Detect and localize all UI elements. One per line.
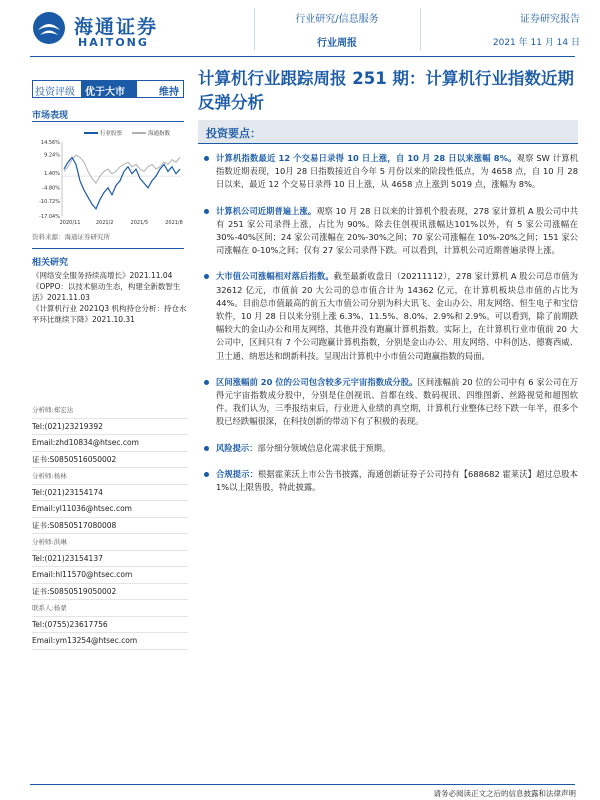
related-item[interactable]: 《OPPO：以技术驱动生态，构建全新数智生活》2021.11.03 xyxy=(32,282,181,302)
investment-points xyxy=(202,152,578,507)
bullet-icon xyxy=(204,380,209,385)
haitong-logo-icon xyxy=(32,10,66,46)
header-divider xyxy=(254,8,255,50)
x-tick-label: 2020/11 xyxy=(59,220,81,226)
contact-email[interactable]: Email:ym13254@htsec.com xyxy=(32,633,188,650)
analyst-tel: Tel:(021)23154137 xyxy=(32,551,188,568)
related-item[interactable]: 《计算机行业 2021Q3 机构持仓分析：持仓水平环比继续下降》2021.10.31 xyxy=(32,304,187,324)
bullet-icon xyxy=(204,472,209,477)
x-tick-label: 2021/8 xyxy=(165,220,183,226)
analyst-cert: 证书:S0850517080008 xyxy=(32,518,188,535)
investment-point xyxy=(202,270,578,362)
investment-points-header xyxy=(198,120,578,144)
page-header xyxy=(0,0,600,58)
analyst-card xyxy=(32,468,188,534)
analyst-email[interactable]: Email:yl11036@htsec.com xyxy=(32,501,188,518)
risk-point xyxy=(202,442,578,455)
bullet-icon xyxy=(204,209,209,214)
analyst-tel: Tel:(021)23219392 xyxy=(32,419,188,436)
footer-rule xyxy=(30,784,575,785)
investment-point xyxy=(202,152,578,192)
analyst-tel: Tel:(021)23154174 xyxy=(32,485,188,502)
point-lead: 区间涨幅前 20 位的公司包含较多元宇宙指数成分股。 xyxy=(216,376,418,387)
header-rule xyxy=(30,56,575,57)
investment-rating xyxy=(32,80,184,98)
analyst-cert: 证书:S0850519050002 xyxy=(32,584,188,601)
haitong-logo xyxy=(32,10,202,50)
market-performance-chart xyxy=(32,130,187,230)
footer-disclaimer[interactable]: 请务必阅读正文之后的信息披露和法律声明 xyxy=(433,789,576,798)
contact-tel: Tel:(0755)23617756 xyxy=(32,617,188,634)
legend-swatch-sector xyxy=(84,132,98,134)
contact-name: 联系人:杨蒙 xyxy=(32,600,188,617)
chart-legend xyxy=(84,130,171,137)
bullet-icon xyxy=(204,446,209,451)
legend-label-index: 海通指数 xyxy=(148,131,171,137)
bullet-icon xyxy=(204,274,209,279)
analyst-email[interactable]: Email:zhd10834@htsec.com xyxy=(32,435,188,452)
market-heading: 市场表现 xyxy=(32,111,69,121)
rating-action: 维持 xyxy=(159,87,179,98)
analyst-card xyxy=(32,402,188,468)
y-tick-label: -17.04% xyxy=(39,214,60,220)
investment-point xyxy=(202,205,578,258)
report-frequency: 行业周报 xyxy=(317,38,357,49)
point-body: 观察 10 月 28 日以来的计算机个股表现，278 家计算机 A 股公司中共有 251 家公司录得上涨，占比为 90%。除去住创视讯涨幅达101%以外，有 5 家公司涨幅在 30%-40%区间；24 家公司涨幅在 20%-30%之间；70 家公司涨幅在 10%-20%之间；151 家公司涨幅在 0-10%之间；仅有 27 家公司录得下跌。可以看到，计算机公司近期普遍录得上涨。 xyxy=(216,205,578,256)
legend-label-sector: 行业股票 xyxy=(100,131,123,137)
y-tick-label: -4.80% xyxy=(42,185,60,192)
section-rule xyxy=(32,248,184,249)
header-report-block xyxy=(450,10,580,48)
analyst-email[interactable]: Email:hl11570@htsec.com xyxy=(32,567,188,584)
point-lead: 计算机指数最近 12 个交易日录得 10 日上涨，自 10 月 28 日以来涨幅 8%。 xyxy=(216,153,517,163)
investment-point xyxy=(202,376,578,429)
point-lead: 计算机公司近期普遍上涨。 xyxy=(216,205,317,216)
logo-english-name: HAITONG xyxy=(78,36,149,49)
point-lead: 合规提示： xyxy=(216,468,259,479)
logo-chinese-name: 海通证券 xyxy=(74,16,159,38)
contact-card xyxy=(32,600,188,650)
point-body: 部分细分领域信息化需求低于预期。 xyxy=(257,442,391,453)
point-lead: 风险提示： xyxy=(216,442,258,453)
analyst-card xyxy=(32,534,188,600)
rating-label: 投资评级 xyxy=(33,81,81,97)
x-axis xyxy=(60,220,183,226)
bullet-icon xyxy=(204,156,209,161)
series-line-index xyxy=(64,155,180,183)
point-body: 根据霍莱沃上市公告书披露，海通创新证券子公司持有【688682 霍莱沃】超过总股本 1%以上限售股，特此披露。 xyxy=(216,468,578,493)
legend-swatch-index xyxy=(132,132,146,134)
analyst-name: 分析师:郑宏达 xyxy=(32,402,188,419)
y-tick-label: 9.24% xyxy=(44,152,60,159)
header-divider xyxy=(420,8,421,50)
chart-source: 资料来源：海通证券研究所 xyxy=(32,233,110,241)
y-tick-label: -10.72% xyxy=(39,199,60,206)
point-body: 观察 SW 计算机指数近期表现，10月 28 日指数接近自今年 5 月份以来的阶段性低点，为 4658 点，自 10 月 28 日以来，最近 12 个交易日录得 10 日上涨，从 4658 点上涨到 5019 点，涨幅为 8%。 xyxy=(216,153,578,190)
y-tick-label: 14.56% xyxy=(40,140,60,146)
point-body: 区间涨幅前 20 位的公司中有 6 家公司在万得元宇宙指数成分股中，分别是住创视讯、首都在线、数码视讯、四维图新、丝路视觉和超图软件。我们认为，三季报结束后，行业进入业绩的真空期，计算机行业整体已经下跌一年半，很多个股已经跌幅很深，在科技创新的带动下有了积极的表现。 xyxy=(216,376,578,427)
analyst-name: 分析师:洪琳 xyxy=(32,534,188,551)
investment-points-title: 投资要点： xyxy=(206,127,261,140)
page-title: 计算机行业跟踪周报 251 期：计算机行业指数近期反弹分析 xyxy=(198,69,574,112)
analyst-cert: 证书:S0850516050002 xyxy=(32,452,188,469)
rating-value: 优于大市 xyxy=(81,81,137,97)
x-tick-label: 2021/5 xyxy=(130,220,149,226)
report-category: 行业研究/信息服务 xyxy=(295,14,379,25)
report-type: 证券研究报告 xyxy=(520,14,580,25)
analyst-name: 分析师:杨林 xyxy=(32,468,188,485)
y-axis xyxy=(39,140,182,220)
related-heading: 相关研究 xyxy=(32,258,69,268)
related-item[interactable]: 《网络安全服务持续高增长》2021.11.04 xyxy=(32,271,173,280)
y-tick-label: 1.40% xyxy=(44,170,60,177)
related-research-list xyxy=(32,270,188,325)
point-body: 截至最新收盘日（20211112），278 家计算机 A 股公司总市值为 32612 亿元，市值前 20 大公司的总市值合计为 14362 亿元，在计算机板块总市值的占比为 44%。目前总市值最高的前五大市值公司分别为科大讯飞、金山办公、用友网络、恒生电子和宝信软件，10 月 28 日以来分别上涨 6.3%、11.5%、8.0%、2.9%和 2.9%。可以看到，除了前期跌幅较大的金山办公和用友网络，其他并没有跑赢计算机指数。实际上，在计算机行业市值前 20 大公司中，区间只有 7 个公司跑赢计算机指数，分别是金山办公、用友网络、中科创达、德赛西威、卫士通、纳思达和朗新科技。呈现出计算机中小市值公司跑赢指数的局面。 xyxy=(216,271,578,361)
x-tick-label: 2021/2 xyxy=(95,220,114,226)
header-category-block xyxy=(278,10,396,49)
compliance-point xyxy=(202,468,578,494)
point-lead: 大市值公司涨幅相对落后指数。 xyxy=(216,271,334,282)
section-rule xyxy=(32,121,184,122)
report-date: 2021 年 11 月 14 日 xyxy=(492,38,580,48)
